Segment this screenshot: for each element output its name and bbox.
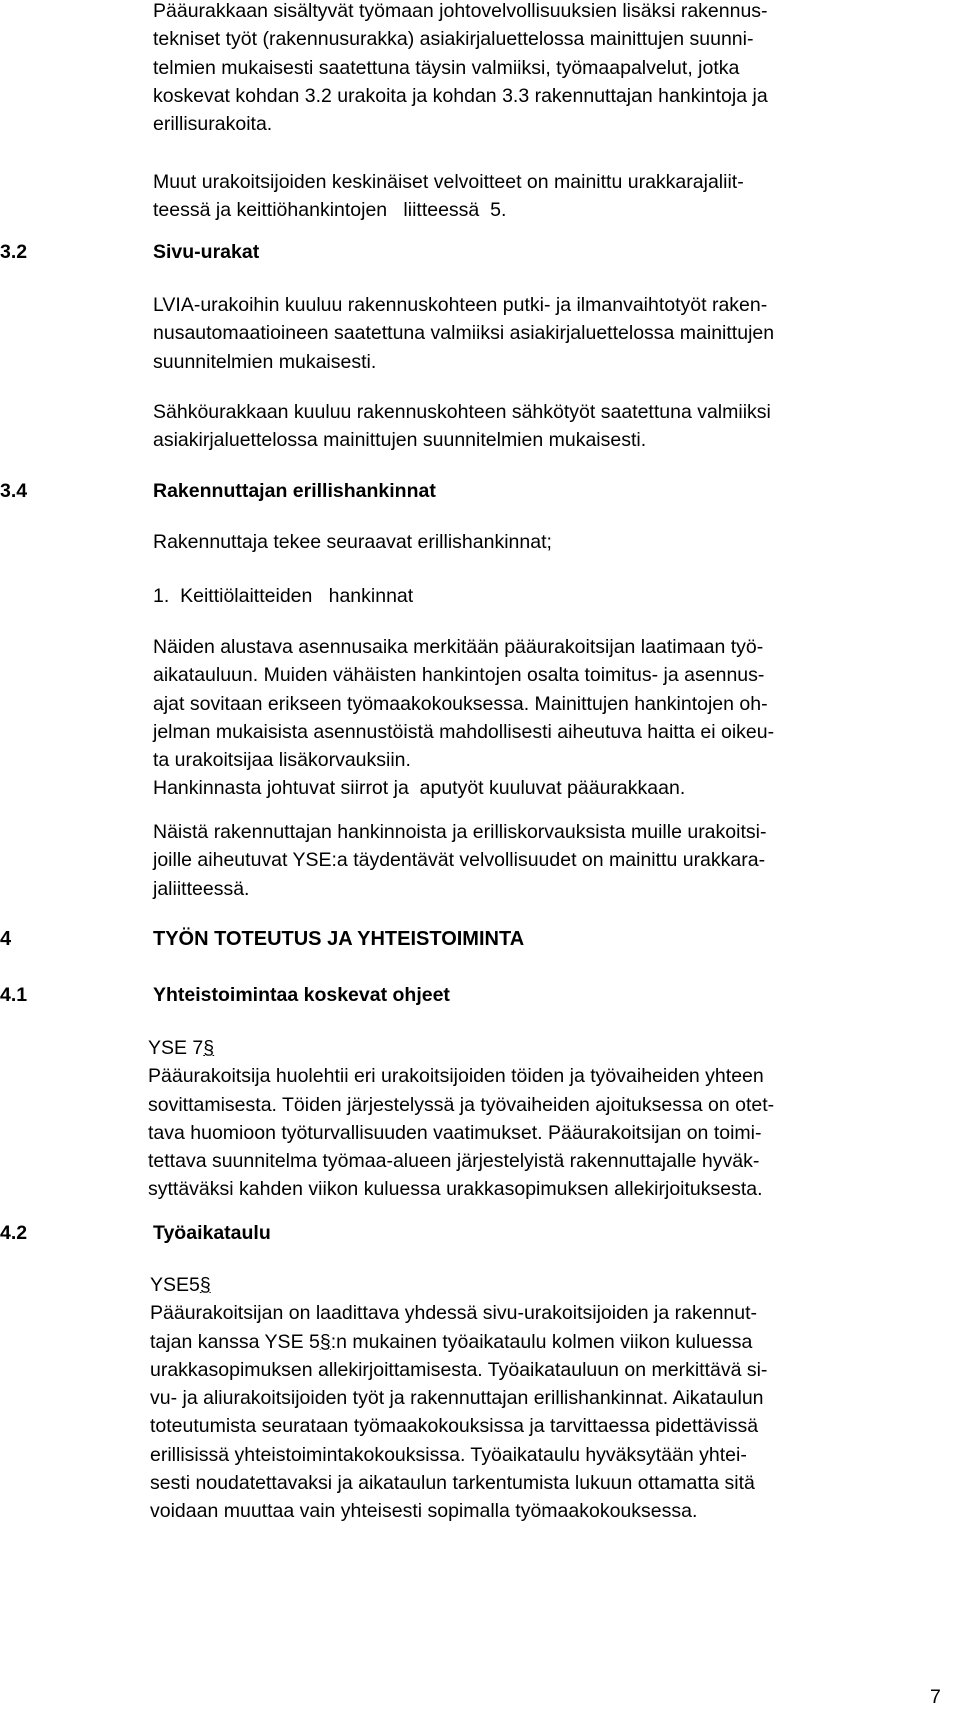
- text-line: tava huomioon työturvallisuuden vaatimukset. Pääurakoitsijan on toimi-: [148, 1121, 762, 1144]
- text-line: LVIA-urakoihin kuuluu rakennuskohteen putki- ja ilmanvaihtotyöt raken-: [153, 294, 768, 316]
- section-mark: §: [199, 1274, 211, 1296]
- section-3-4-paragraph-2: [153, 818, 953, 903]
- section-mark: §: [319, 1330, 331, 1353]
- text-line: Näistä rakennuttajan hankinnoista ja erilliskorvauksista muille urakoitsi-: [153, 821, 767, 843]
- section-number: 4: [0, 928, 12, 950]
- text-line: voidaan muuttaa vain yhteisesti sopimalla työmaakokouksessa.: [150, 1500, 698, 1523]
- text-line: Muut urakoitsijoiden keskinäiset velvoitteet on mainittu urakkarajaliit-: [153, 171, 744, 193]
- section-3-2-paragraph-1: [153, 291, 953, 376]
- text-line: Pääurakoitsijan on laadittava yhdessä sivu-urakoitsijoiden ja rakennut-: [150, 1302, 758, 1325]
- section-3-2-paragraph-2: [153, 398, 953, 455]
- section-title: Työaikataulu: [153, 1222, 271, 1244]
- text-line: asiakirjaluettelossa mainittujen suunnitelmien mukaisesti.: [153, 429, 647, 452]
- text-line: aikatauluun. Muiden vähäisten hankintojen osalta toimitus- ja asennus-: [153, 664, 765, 687]
- text-line: Pääurakoitsija huolehtii eri urakoitsijoiden töiden ja työvaiheiden yhteen: [148, 1065, 764, 1088]
- text-line: telmien mukaisesti saatettuna täysin valmiiksi, työmaapalvelut, jotka: [153, 56, 740, 79]
- text-line: sesti noudatettavaksi ja aikataulun tarkentumista lukuun ottamatta sitä: [150, 1472, 755, 1495]
- text-line: suunnitelmien mukaisesti.: [153, 350, 377, 373]
- text-line: ta urakoitsijaa lisäkorvauksiin.: [153, 749, 411, 772]
- section-3-4-intro: [153, 528, 953, 556]
- section-4-2-body: [150, 1271, 950, 1526]
- text-line: erillisissä yhteistoimintakokouksissa. Työaikataulu hyväksytään yhtei-: [150, 1443, 747, 1466]
- text-line: jelman mukaisista asennustöistä mahdollisesti aiheutuva haitta ei oikeu-: [153, 720, 775, 743]
- text-line: Hankinnasta johtuvat siirrot ja aputyöt kuuluvat pääurakkaan.: [153, 777, 686, 800]
- text-line: 1. Keittiölaitteiden hankinnat: [153, 585, 414, 607]
- page-number: 7: [930, 1686, 941, 1708]
- section-3-4-paragraph-1: [153, 633, 953, 803]
- text-line: Pääurakkaan sisältyvät työmaan johtovelvollisuuksien lisäksi rakennus-: [153, 0, 768, 22]
- text-line: tettava suunnitelma työmaa-alueen järjestelyistä rakennuttajalle hyväk-: [148, 1150, 760, 1173]
- text-line: syttäväksi kahden viikon kuluessa urakkasopimuksen allekirjoituksesta.: [148, 1178, 763, 1201]
- list-item: [153, 582, 953, 610]
- text-fragment: tajan kanssa YSE 5: [150, 1330, 320, 1353]
- text-line: toteutumista seurataan työmaakokouksissa ja tarvittaessa pidettävissä: [150, 1415, 759, 1438]
- text-fragment: :n mukainen työaikataulu kolmen viikon kuluessa: [330, 1330, 753, 1353]
- text-line: jaliitteessä.: [153, 877, 250, 900]
- text-line: ajat sovitaan erikseen työmaakokouksessa. Mainittujen hankintojen oh-: [153, 692, 768, 715]
- text-line: Näiden alustava asennusaika merkitään pääurakoitsijan laatimaan työ-: [153, 636, 764, 658]
- section-title: Yhteistoimintaa koskevat ohjeet: [153, 984, 450, 1006]
- text-line: Rakennuttaja tekee seuraavat erillishankinnat;: [153, 531, 552, 553]
- reference-text: YSE5: [150, 1274, 200, 1296]
- section-4-1-body: [148, 1034, 948, 1204]
- section-title: Rakennuttajan erillishankinnat: [153, 480, 436, 502]
- section-number: 3.2: [0, 241, 28, 263]
- text-line: urakkasopimuksen allekirjoittamisesta. Työaikatauluun on merkittävä si-: [150, 1358, 768, 1381]
- text-line: koskevat kohdan 3.2 urakoita ja kohdan 3.3 rakennuttajan hankintoja ja: [153, 84, 768, 107]
- section-number: 4.2: [0, 1222, 28, 1244]
- reference-text: YSE 7: [148, 1037, 204, 1059]
- section-number: 3.4: [0, 480, 28, 502]
- text-line: erillisurakoita.: [153, 113, 273, 136]
- text-line: joille aiheutuvat YSE:a täydentävät velvollisuudet on mainittu urakkara-: [153, 849, 766, 872]
- section-title: TYÖN TOTEUTUS JA YHTEISTOIMINTA: [153, 928, 525, 950]
- reference-line: [150, 1271, 950, 1299]
- section-number: 4.1: [0, 984, 28, 1006]
- text-line: sovittamisesta. Töiden järjestelyssä ja työvaiheiden ajoituksessa on otet-: [148, 1093, 775, 1116]
- section-title: Sivu-urakat: [153, 241, 260, 263]
- text-line: vu- ja aliurakoitsijoiden työt ja rakennuttajan erillishankinnat. Aikataulun: [150, 1387, 764, 1410]
- text-line: nusautomaatioineen saatettuna valmiiksi asiakirjaluettelossa mainittujen: [153, 322, 775, 345]
- text-line: [150, 1328, 950, 1356]
- section-mark: §: [203, 1037, 215, 1059]
- text-line: Sähköurakkaan kuuluu rakennuskohteen sähkötyöt saatettuna valmiiksi: [153, 401, 771, 423]
- text-line: teessä ja keittiöhankintojen liitteessä 5.: [153, 199, 507, 222]
- text-line: tekniset työt (rakennusurakka) asiakirjaluettelossa mainittujen suunni-: [153, 28, 754, 51]
- intro-paragraph: [153, 0, 953, 138]
- intro-paragraph-2: [153, 168, 953, 225]
- reference-line: [148, 1034, 948, 1062]
